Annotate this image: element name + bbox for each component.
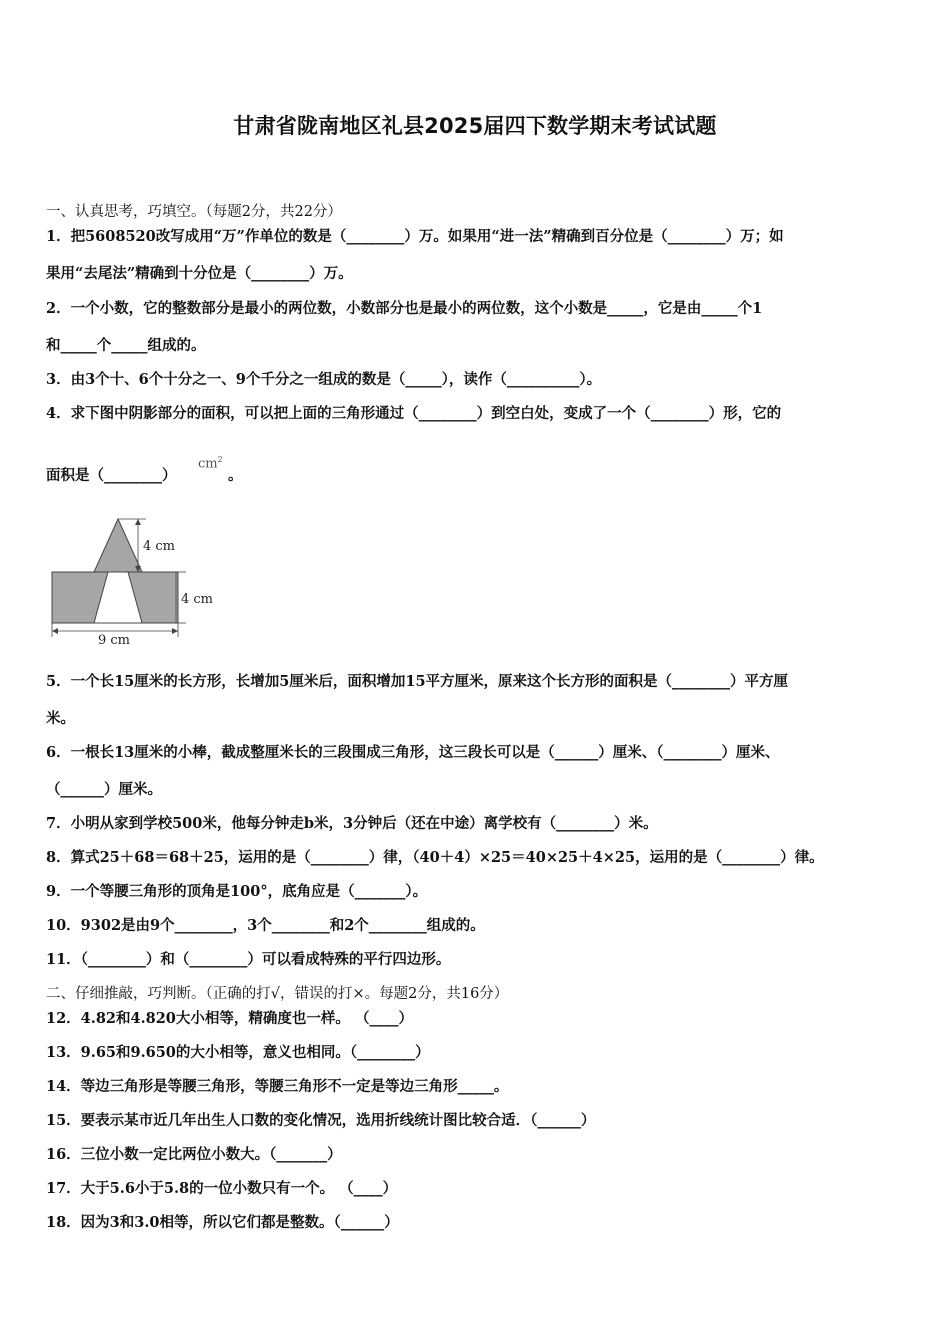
top-height-label: 4 cm (143, 539, 176, 554)
question-4-line-2: 面积是（________） (46, 467, 177, 484)
question-1-line-1: 1．把5608520改写成用“万”作单位的数是（________）万。如果用“进一法”精确到百分位是（________）万；如 (46, 228, 784, 245)
question-3: 3．由3个十、6个十分之一、9个千分之一组成的数是（_____），读作（__________）。 (46, 371, 602, 388)
side-height-label: 4 cm (181, 592, 214, 607)
question-17: 17．大于5.6小于5.8的一位小数只有一个。 （____） (46, 1180, 398, 1197)
section-2-heading: 二、仔细推敲，巧判断。（正确的打√，错误的打×。每题2分，共16分） (46, 986, 509, 1002)
question-1-line-2: 果用“去尾法”精确到十分位是（________）万。 (46, 265, 353, 282)
shaded-area-figure (46, 515, 226, 650)
question-9: 9．一个等腰三角形的顶角是100°，底角应是（_______）。 (46, 883, 428, 900)
question-15: 15．要表示某市近几年出生人口数的变化情况，选用折线统计图比较合适．（______） (46, 1112, 596, 1129)
question-18: 18．因为3和3.0相等，所以它们都是整数。（______） (46, 1214, 399, 1231)
question-11: 11．（________）和（________）可以看成特殊的平行四边形。 (46, 951, 451, 968)
question-10: 10．9302是由9个________，3个________和2个________组成的。 (46, 917, 485, 934)
question-6-line-1: 6．一根长13厘米的小棒，截成整厘米长的三段围成三角形，这三段长可以是（______）厘米、（________）厘米、 (46, 744, 780, 761)
question-2-line-2: 和_____个_____组成的。 (46, 337, 206, 354)
question-5-line-2: 米。 (46, 710, 75, 727)
bottom-width-label: 9 cm (98, 633, 131, 648)
question-5-line-1: 5．一个长15厘米的长方形，长增加5厘米后，面积增加15平方厘米，原来这个长方形的面积是（________）平方厘 (46, 673, 789, 690)
section-1-heading: 一、认真思考，巧填空。（每题2分，共22分） (46, 204, 342, 220)
question-16: 16．三位小数一定比两位小数大。（_______） (46, 1146, 342, 1163)
question-4-period: 。 (228, 467, 243, 484)
question-8: 8．算式25＋68＝68＋25，运用的是（________）律，（40＋4）×25＝40×25＋4×25，运用的是（________）律。 (46, 849, 824, 866)
question-12: 12．4.82和4.820大小相等，精确度也一样。 （____） (46, 1010, 413, 1027)
question-14: 14．等边三角形是等腰三角形，等腰三角形不一定是等边三角形_____。 (46, 1078, 509, 1095)
area-unit: $cm^2$ (198, 455, 223, 472)
question-4-line-1: 4．求下图中阴影部分的面积，可以把上面的三角形通过（________）到空白处，变成了一个（________）形，它的 (46, 405, 782, 422)
question-13: 13．9.65和9.650的大小相等，意义也相同。（________） (46, 1044, 430, 1061)
top-triangle-shape (94, 519, 142, 572)
question-7: 7．小明从家到学校500米，他每分钟走b米，3分钟后（还在中途）离学校有（________）米。 (46, 815, 658, 832)
page-title: 甘肃省陇南地区礼县2025届四下数学期末考试试题 (233, 114, 717, 138)
shaded-base-shape (52, 572, 178, 623)
question-2-line-1: 2．一个小数，它的整数部分是最小的两位数，小数部分也是最小的两位数，这个小数是_____，它是由_____个1 (46, 300, 763, 317)
question-6-line-2: （______）厘米。 (46, 781, 162, 798)
